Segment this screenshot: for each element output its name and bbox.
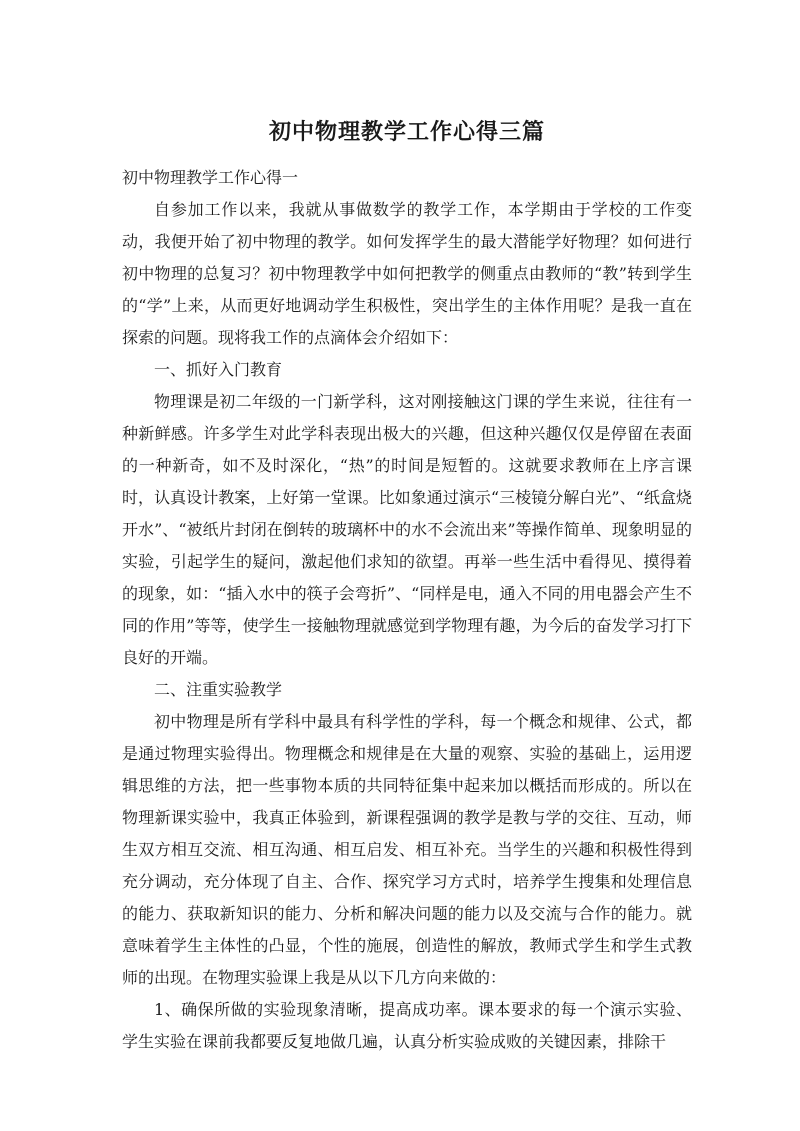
- paragraph-intro: 自参加工作以来，我就从事做数学的教学工作，本学期由于学校的工作变动，我便开始了初中物理的教学。如何发挥学生的最大潜能学好物理？如何进行初中物理的总复习？初中物理教学中如何把教学的侧重点由教师的“教”转到学生的“学”上来，从而更好地调动学生积极性，突出学生的主体作用呢？是我一直在探索的问题。现将我工作的点滴体会介绍如下：: [122, 200, 692, 347]
- document-title: 初中物理教学工作心得三篇: [268, 120, 545, 145]
- paragraph-point-one: 1、确保所做的实验现象清晰，提高成功率。课本要求的每一个演示实验、学生实验在课前我都要反复地做几遍，认真分析实验成败的关键因素，排除干: [122, 1000, 692, 1051]
- paragraph-entry-education: 物理课是初二年级的一门新学科，这对刚接触这门课的学生来说，往往有一种新鲜感。许多学生对此学科表现出极大的兴趣，但这种兴趣仅仅是停留在表面的一种新奇，如不及时深化，“热”的时间是短暂的。这就要求教师在上序言课时，认真设计教案，上好第一堂课。比如象通过演示“三棱镜分解白光”、“纸盒烧开水”、“被纸片封闭在倒转的玻璃杯中的水不会流出来”等操作简单、现象明显的实验，引起学生的疑问，激起他们求知的欲望。再举一些生活中看得见、摸得着的现象，如：“插入水中的筷子会弯折”、“同样是电，通入不同的用电器会产生不同的作用”等等，使学生一接触物理就感觉到学物理有趣，为今后的奋发学习打下良好的开端。: [122, 392, 692, 667]
- paragraph-experiment-teaching: 初中物理是所有学科中最具有科学性的学科，每一个概念和规律、公式，都是通过物理实验得出。物理概念和规律是在大量的观察、实验的基础上，运用逻辑思维的方法，把一些事物本质的共同特征集中起来加以概括而形成的。所以在物理新课实验中，我真正体验到，新课程强调的教学是教与学的交往、互动，师生双方相互交流、相互沟通、相互启发、相互补充。当学生的兴趣和积极性得到充分调动，充分体现了自主、合作、探究学习方式时，培养学生搜集和处理信息的能力、获取新知识的能力、分析和解决问题的能力以及交流与合作的能力。就意味着学生主体性的凸显，个性的施展，创造性的解放，教师式学生和学生式教师的出现。在物理实验课上我是从以下几方向来做的：: [122, 712, 692, 987]
- heading-experiment-teaching: 二、注重实验教学: [154, 680, 283, 699]
- heading-entry-education: 一、抓好入门教育: [154, 360, 283, 379]
- section-subtitle: 初中物理教学工作心得一: [122, 168, 299, 187]
